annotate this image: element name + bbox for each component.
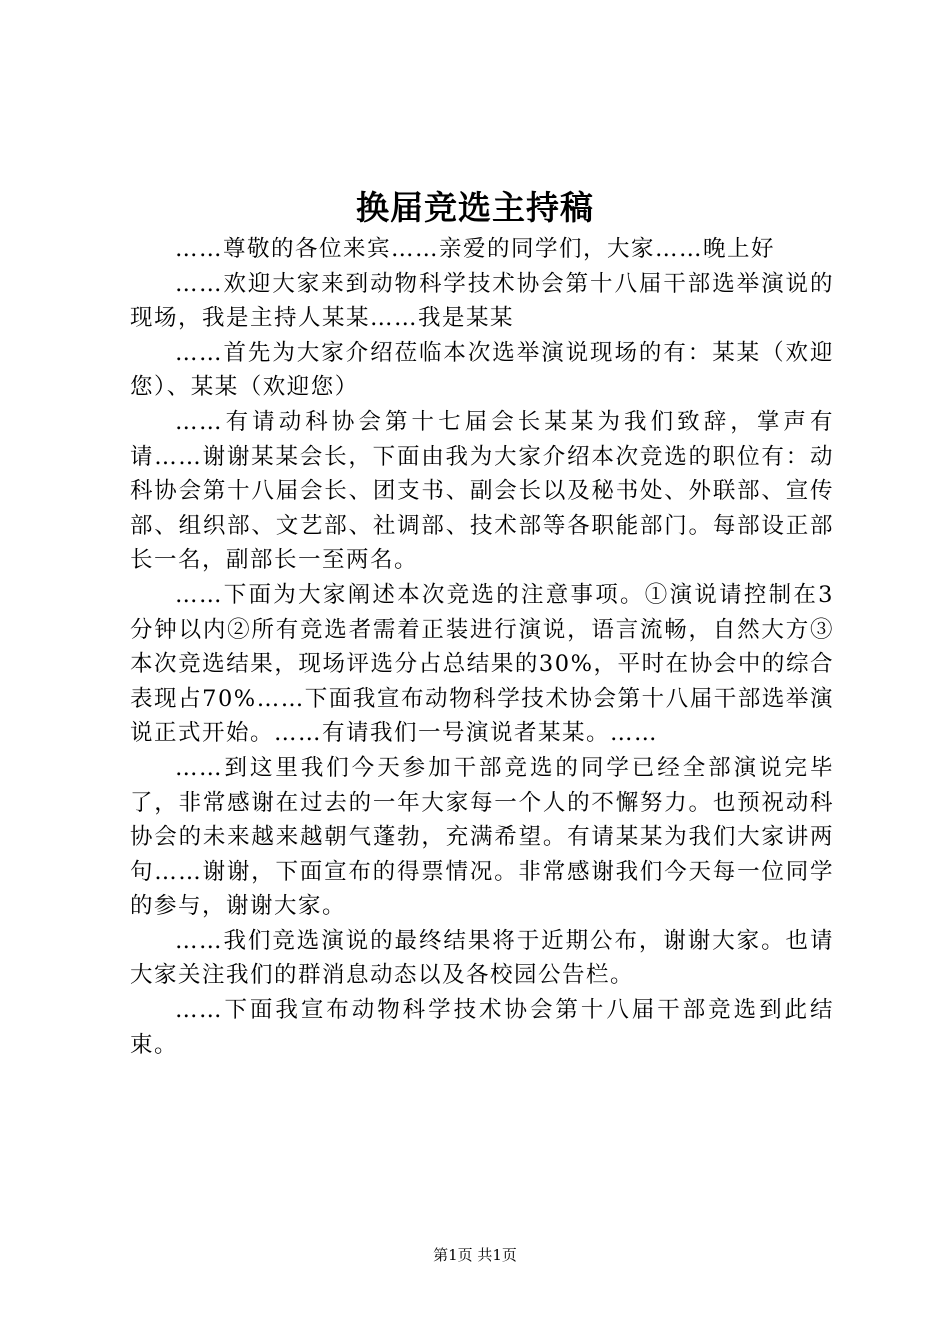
paragraph-end: ……下面我宣布动物科学技术协会第十八届干部竞选到此结束。 [130,997,834,1058]
paragraph-positions: ……有请动科协会第十七届会长某某为我们致辞，掌声有请……谢谢某某会长，下面由我为大家介绍本次竞选的职位有：动科协会第十八届会长、团支书、副会长以及秘书处、外联部、宣传部、组织部、文艺部、社调部、技术部等各职能部门。每部设正部长一名，副部长一至两名。 [130,408,834,574]
document-body [130,232,834,1062]
paragraph-results: ……我们竞选演说的最终结果将于近期公布，谢谢大家。也请大家关注我们的群消息动态以及各校园公告栏。 [130,927,834,989]
paragraph-greeting: ……尊敬的各位来宾……亲爱的同学们，大家……晚上好 [175,236,776,262]
page-footer: 第1页 共1页 [433,1246,517,1264]
paragraph-guests: ……首先为大家介绍莅临本次选举演说现场的有：某某（欢迎您）、某某（欢迎您） [130,339,834,401]
paragraph-closing-thanks: ……到这里我们今天参加干部竞选的同学已经全部演说完毕了，非常感谢在过去的一年大家每一个人的不懈努力。也预祝动科协会的未来越来越朝气蓬勃，充满希望。有请某某为我们大家讲两句……谢谢，下面宣布的得票情况。非常感谢我们今天每一位同学的参与，谢谢大家。 [130,754,834,920]
paragraph-rules: ……下面为大家阐述本次竞选的注意事项。①演说请控制在3分钟以内②所有竞选者需着正装进行演说，语言流畅，自然大方③本次竞选结果，现场评选分占总结果的30%，平时在协会中的综合表现占70%……下面我宣布动物科学技术协会第十八届干部选举演说正式开始。……有请我们一号演说者某某。…… [130,581,834,747]
paragraph-welcome: ……欢迎大家来到动物科学技术协会第十八届干部选举演说的现场，我是主持人某某……我是某某 [130,270,834,332]
document-title: 换届竞选主持稿 [356,188,594,227]
